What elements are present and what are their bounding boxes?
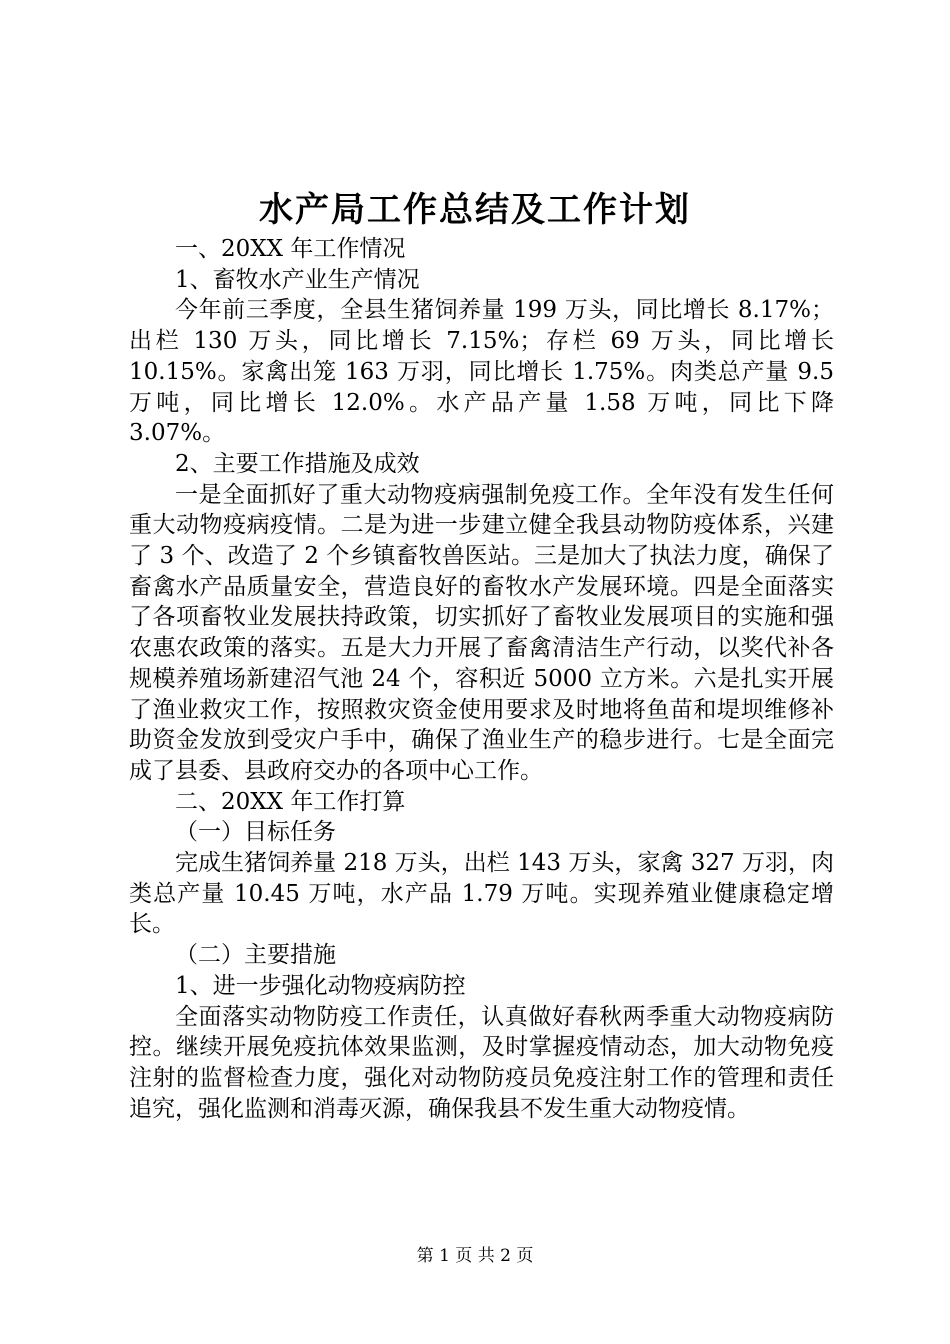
measures-heading: （二）主要措施 [175,942,336,969]
page-footer: 第 1 页 共 2 页 [416,1246,534,1266]
subsection-heading-2: 2、主要工作措施及成效 [175,450,420,477]
measures-results-paragraph: 一是全面抓好了重大动物疫病强制免疫工作。全年没有发生任何重大动物疫病疫情。二是为进一步建立健全我县动物防疫体系，兴建了 3 个、改造了 2 个乡镇畜牧兽医站。三是加大了执法力度，确保了畜禽水产品质量安全，营造良好的畜牧水产发展环境。四是全面落实了各项畜牧业发展扶持政策，切实抓好了畜牧业发展项目的实施和强农惠农政策的落实。五是大力开展了畜禽清洁生产行动，以奖代补各规模养殖场新建沼气池 24 个，容积近 5000 立方米。六是扎实开展了渔业救灾工作，按照救灾资金使用要求及时地将鱼苗和堤坝维修补助资金发放到受灾户手中，确保了渔业生产的稳步进行。七是全面完成了县委、县政府交办的各项中心工作。 [129,481,834,784]
document-body [129,234,834,1124]
document-title: 水产局工作总结及工作计划 [259,190,691,230]
goal-heading: （一）目标任务 [175,819,336,846]
measure-heading-1: 1、进一步强化动物疫病防控 [175,972,466,999]
goal-paragraph: 完成生猪饲养量 218 万头，出栏 143 万头，家禽 327 万羽，肉类总产量 10.45 万吨，水产品 1.79 万吨。实现养殖业健康稳定增长。 [129,850,834,938]
section-heading-2: 二、20XX 年工作打算 [175,788,406,815]
subsection-heading-1: 1、畜牧水产业生产情况 [175,266,420,293]
measure-paragraph-1: 全面落实动物防疫工作责任，认真做好春秋两季重大动物疫病防控。继续开展免疫抗体效果监测，及时掌握疫情动态，加大动物免疫注射的监督检查力度，强化对动物防疫员免疫注射工作的管理和责任追究，强化监测和消毒灭源，确保我县不发生重大动物疫情。 [129,1003,834,1122]
section-heading-1: 一、20XX 年工作情况 [175,236,406,262]
production-paragraph: 今年前三季度，全县生猪饲养量 199 万头，同比增长 8.17%；出栏 130 万头，同比增长 7.15%；存栏 69 万头，同比增长 10.15%。家禽出笼 163 万羽，同比增长 1.75%。肉类总产量 9.5 万吨，同比增长 12.0%。水产品产量 1.58 万吨，同比下降 3.07%。 [129,297,834,447]
